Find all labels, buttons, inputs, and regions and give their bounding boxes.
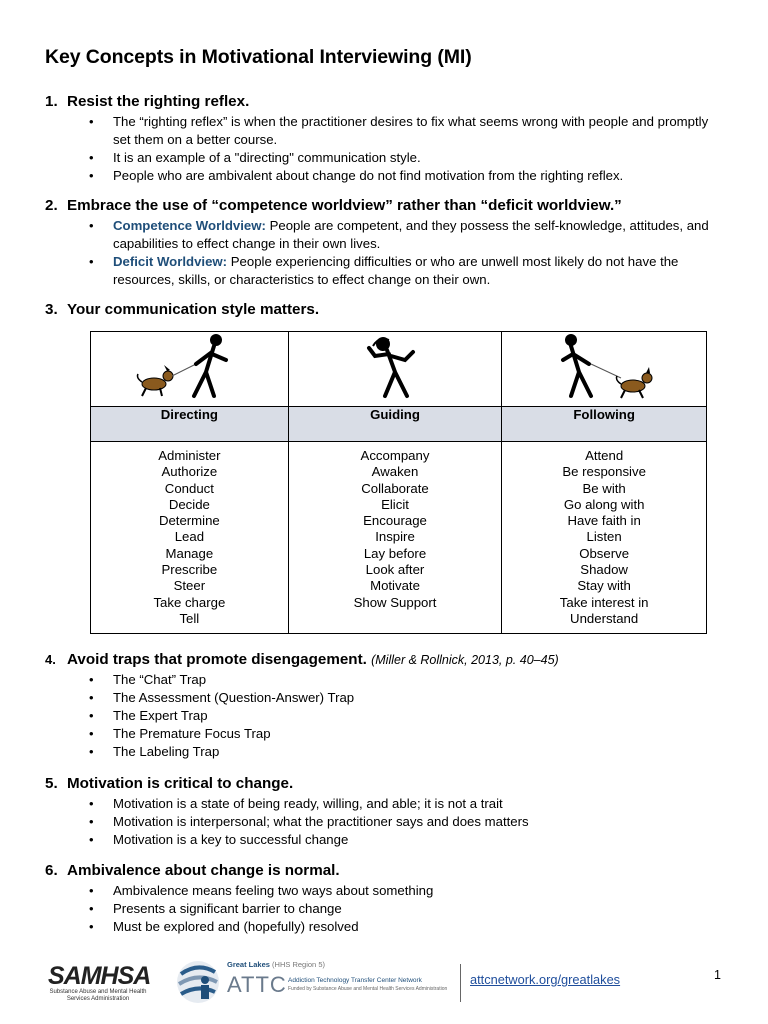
section-1	[45, 92, 725, 185]
list-item: • Ambivalence means feeling two ways about something	[89, 882, 709, 900]
list-item: • The “Chat” Trap	[89, 671, 709, 689]
following-illustration	[502, 332, 707, 407]
term-label: Competence Worldview:	[113, 218, 266, 233]
section-heading: 5. Motivation is critical to change.	[45, 775, 294, 792]
list-item: Awaken	[371, 464, 419, 480]
list-item: • It is an example of a "directing" communication style.	[89, 149, 709, 167]
section-3	[45, 300, 725, 320]
term-label: Deficit Worldview:	[113, 254, 228, 269]
list-item: Go along with	[563, 496, 645, 512]
list-item: Lead	[174, 529, 205, 545]
footer-divider	[460, 964, 461, 1002]
list-item: • The Expert Trap	[89, 707, 709, 725]
bullet-list	[89, 882, 725, 936]
communication-styles-table	[90, 331, 707, 634]
section-heading: 3. Your communication style matters.	[45, 301, 320, 318]
person-pulling-dog-icon	[134, 332, 244, 402]
list-item: • The Premature Focus Trap	[89, 725, 709, 743]
list-item: Shadow	[580, 562, 628, 578]
list-item: • People who are ambivalent about change do not find motivation from the righting reflex.	[89, 167, 709, 185]
list-item: • The Assessment (Question-Answer) Trap	[89, 689, 709, 707]
attc-emblem-icon	[175, 958, 221, 1006]
list-item: Prescribe	[161, 562, 218, 578]
section-heading: 2. Embrace the use of “competence worldview” rather than “deficit worldview.”	[45, 197, 622, 214]
list-item: Understand	[570, 610, 639, 626]
bullet-list	[89, 217, 725, 289]
section-4	[45, 650, 725, 761]
attc-network-link[interactable]: attcnetwork.org/greatlakes	[470, 972, 621, 987]
section-2	[45, 196, 725, 289]
dog-pulling-person-icon	[549, 332, 659, 402]
bullet-list	[89, 795, 725, 849]
list-item: • The “righting reflex” is when the practitioner desires to fix what seems wrong with people and promptly set them on a better course.	[89, 113, 709, 149]
list-item: Encourage	[363, 513, 427, 529]
guiding-illustration	[288, 332, 502, 407]
page-title: Key Concepts in Motivational Interviewing (MI)	[45, 46, 472, 68]
section-6	[45, 861, 725, 936]
list-item: Attend	[585, 448, 624, 463]
list-item: Be responsive	[562, 464, 646, 480]
list-item: Look after	[365, 562, 425, 578]
guiding-words	[288, 442, 502, 634]
list-item: • Competence Worldview: People are competent, and they possess the self-knowledge, attitudes, and capabilities to effect change in their own lives.	[89, 217, 709, 253]
list-item: Motivate	[370, 578, 420, 594]
column-header-directing: Directing	[91, 407, 289, 442]
list-item: • Motivation is interpersonal; what the practitioner says and does matters	[89, 813, 709, 831]
list-item: • The Labeling Trap	[89, 743, 709, 761]
column-header-guiding: Guiding	[288, 407, 502, 442]
list-item: Lay before	[363, 545, 427, 561]
list-item: Elicit	[381, 496, 409, 512]
directing-words	[91, 442, 289, 634]
list-item: Be with	[582, 480, 626, 496]
list-item: Manage	[165, 545, 214, 561]
bullet-list	[89, 113, 725, 185]
section-heading: 6. Ambivalence about change is normal.	[45, 862, 340, 879]
list-item: • Motivation is a key to successful change	[89, 831, 709, 849]
list-item: • Deficit Worldview: People experiencing difficulties or who are unwell most likely do not have the resources, skills, or characteristics to effect change on their own.	[89, 253, 709, 289]
directing-illustration	[91, 332, 289, 407]
list-item: Observe	[579, 545, 630, 561]
list-item: Conduct	[164, 480, 214, 496]
column-header-following: Following	[502, 407, 707, 442]
list-item: Accompany	[360, 448, 430, 463]
bullet-list	[89, 671, 725, 761]
list-item: Listen	[586, 529, 622, 545]
section-heading: 4. Avoid traps that promote disengagement. (Miller & Rollnick, 2013, p. 40–45)	[45, 651, 559, 668]
following-words	[502, 442, 707, 634]
list-item: Tell	[179, 610, 200, 626]
section-5	[45, 774, 725, 849]
list-item: • Must be explored and (hopefully) resolved	[89, 918, 709, 936]
list-item: Take charge	[153, 594, 226, 610]
list-item: • Presents a significant barrier to change	[89, 900, 709, 918]
list-item: • Motivation is a state of being ready, willing, and able; it is not a trait	[89, 795, 709, 813]
attc-logo: Great Lakes (HHS Region 5) ATTC Addiction Technology Transfer Center Network Funded by Substance Abuse and Mental Health Services Administration	[175, 958, 455, 1008]
list-item: Take interest in	[559, 594, 649, 610]
list-item: Determine	[158, 513, 220, 529]
section-heading: 1. Resist the righting reflex.	[45, 93, 250, 110]
page-number: 1	[714, 968, 721, 982]
list-item: Decide	[168, 496, 210, 512]
list-item: Show Support	[353, 594, 437, 610]
list-item: Collaborate	[361, 480, 429, 496]
person-thinking-icon	[355, 332, 435, 402]
list-item: Administer	[158, 448, 221, 463]
list-item: Authorize	[161, 464, 218, 480]
list-item: Have faith in	[567, 513, 641, 529]
list-item: Steer	[173, 578, 206, 594]
citation: (Miller & Rollnick, 2013, p. 40–45)	[371, 653, 559, 667]
list-item: Inspire	[375, 529, 415, 545]
samhsa-logo: SAMHSA Substance Abuse and Mental Health Services Administration	[48, 962, 151, 1002]
list-item: Stay with	[577, 578, 631, 594]
